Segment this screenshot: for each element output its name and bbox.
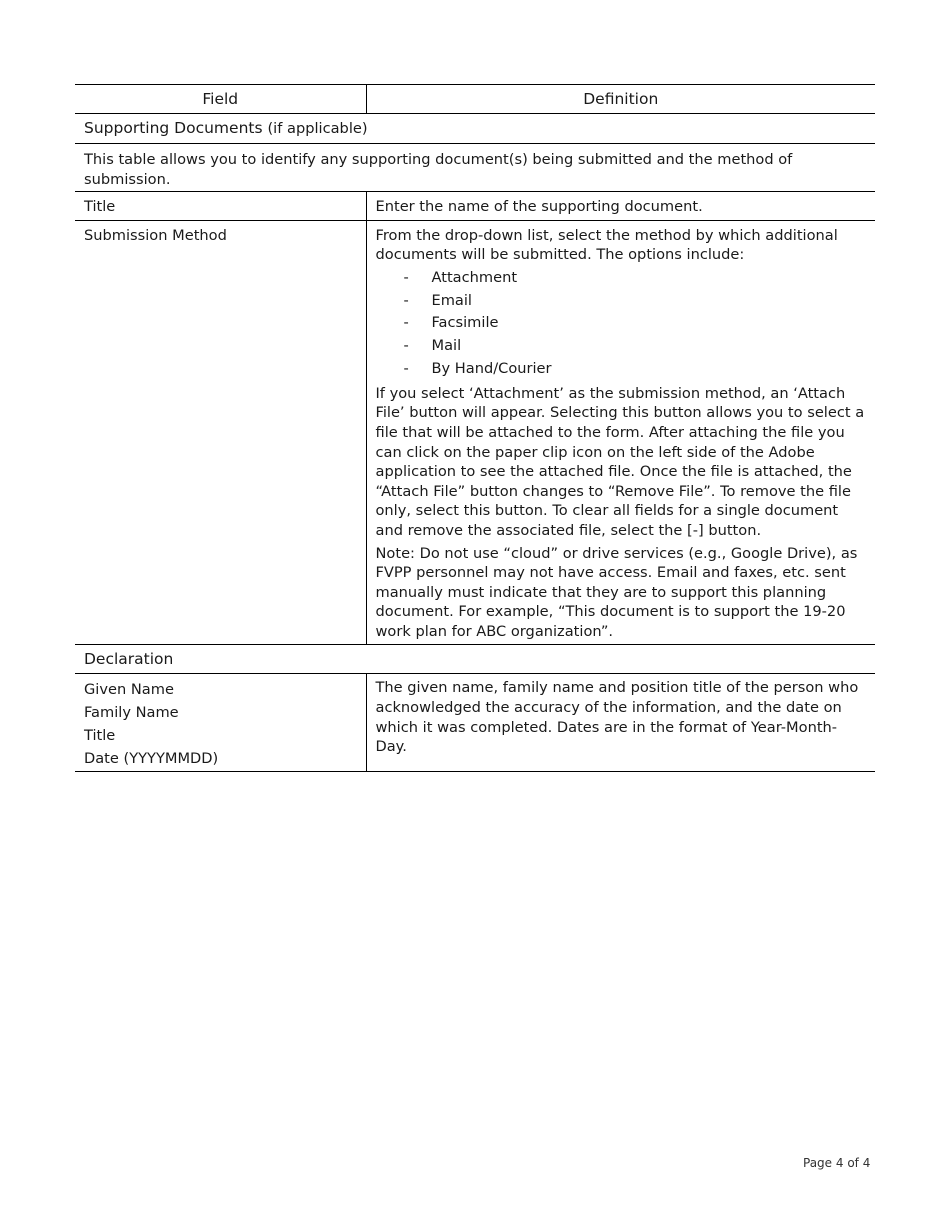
definition-cell-submission-method xyxy=(366,220,875,645)
definition-cell-declaration: The given name, family name and position title of the person who acknowledged the accuracy of the information, and the date on which it was completed. Dates are in the format of Year-Month-Day. xyxy=(366,674,875,772)
table-header-row xyxy=(75,85,875,114)
option-label: Attachment xyxy=(431,268,518,286)
page-number: Page 4 of 4 xyxy=(803,1156,871,1170)
supporting-documents-intro: This table allows you to identify any supporting document(s) being submitted and the method of submission. xyxy=(75,144,875,192)
option-label: Email xyxy=(431,291,472,309)
list-item-option: - By Hand/Courier xyxy=(403,359,552,377)
declaration-section-title: Declaration xyxy=(75,645,875,674)
table-row-title xyxy=(75,192,875,221)
list-item-option: - Mail xyxy=(403,337,462,355)
field-column-header: Field xyxy=(75,85,366,114)
supporting-documents-section-row xyxy=(75,114,875,144)
option-label: By Hand/Courier xyxy=(431,359,552,377)
supporting-documents-title: Supporting Documents xyxy=(84,119,263,137)
supporting-documents-section-title xyxy=(75,114,875,144)
declaration-section-row xyxy=(75,645,875,674)
table-row-submission-method xyxy=(75,220,875,645)
supporting-documents-qualifier: (if applicable) xyxy=(267,120,368,137)
declaration-field-title: Title xyxy=(84,727,116,745)
declaration-field-date: Date (YYYYMMDD) xyxy=(84,750,219,768)
table-row-declaration xyxy=(75,674,875,772)
definition-cell-title: Enter the name of the supporting document. xyxy=(366,192,875,221)
list-item-option: - Email xyxy=(403,291,472,309)
field-cell-submission-method: Submission Method xyxy=(75,220,366,645)
cloud-services-note: Note: Do not use “cloud” or drive services (e.g., Google Drive), as FVPP personnel may not have access. Email and faxes, etc. sent manually must indicate that they are to support this planning document. For example, “This document is to support the 19-20 work plan for ABC organization”. xyxy=(375,544,858,640)
definition-column-header: Definition xyxy=(366,85,875,114)
field-cell-declaration xyxy=(75,674,366,772)
option-label: Mail xyxy=(431,337,462,355)
submission-options-list xyxy=(376,267,867,381)
list-item-option: - Attachment xyxy=(403,268,518,286)
list-item-option: - Facsimile xyxy=(403,314,499,332)
field-cell-title: Title xyxy=(75,192,366,221)
attachment-explanation: If you select ‘Attachment’ as the submission method, an ‘Attach File’ button will appear. Selecting this button allows you to select a file that will be attached to the form. After attaching the file you can click on the paper clip icon on the left side of the Adobe application to see the attached file. Once the file is attached, the “Attach File” button changes to “Remove File”. To remove the file only, select this button. To clear all fields for a single document and remove the associated file, select the [-] button. xyxy=(375,384,865,539)
declaration-field-family-name: Family Name xyxy=(84,704,179,722)
field-definition-table xyxy=(75,84,875,772)
declaration-field-given-name: Given Name xyxy=(84,681,174,699)
supporting-documents-intro-row xyxy=(75,144,875,192)
submission-method-intro: From the drop-down list, select the method by which additional documents will be submitted. The options include: xyxy=(375,226,838,264)
option-label: Facsimile xyxy=(431,314,499,332)
